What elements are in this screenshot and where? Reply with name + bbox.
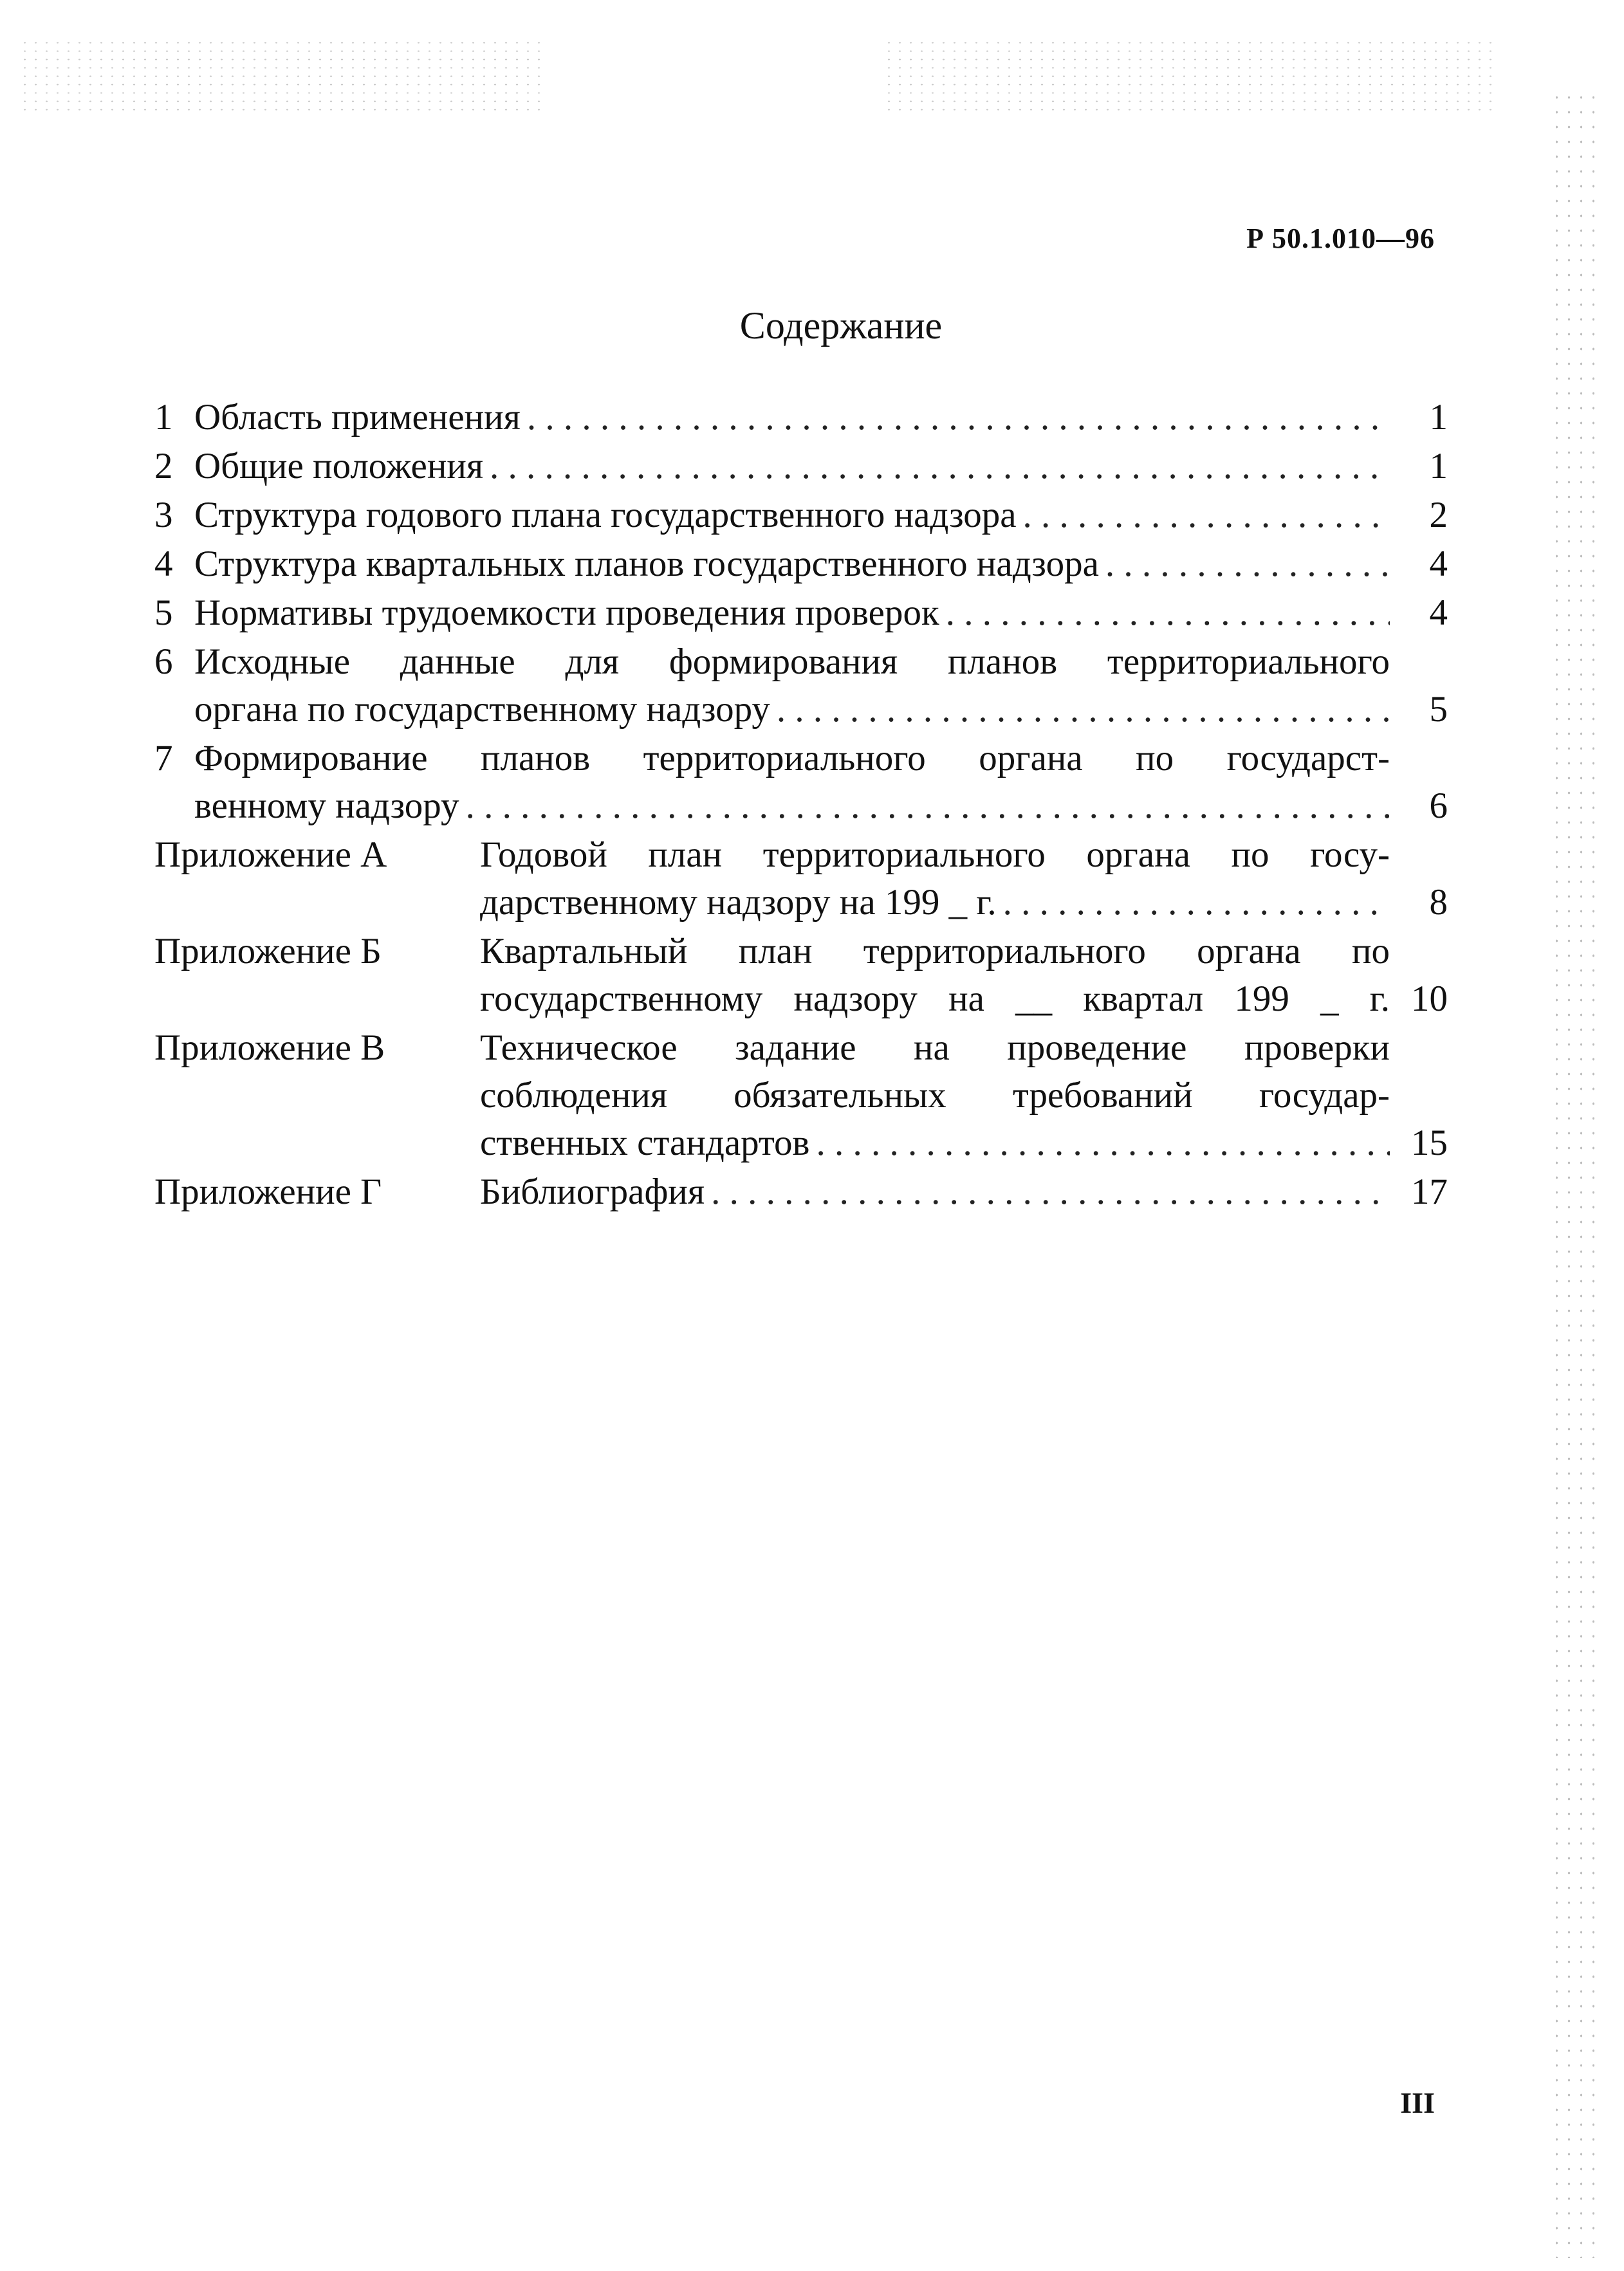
toc-entry-number: 5 <box>154 593 173 633</box>
toc-entry-appendix-b[interactable] <box>154 928 1448 1023</box>
toc-entry-text-line-1: Квартальный план территориального органа по <box>480 931 1390 971</box>
toc-entry-page: 4 <box>1429 544 1448 584</box>
toc-entry-page: 4 <box>1429 593 1448 633</box>
dot-leader <box>816 1119 1390 1167</box>
dot-leader <box>527 394 1390 441</box>
toc-entry-number: 7 <box>154 738 173 778</box>
toc-entry-page: 17 <box>1411 1172 1448 1212</box>
dot-leader <box>946 589 1390 637</box>
toc-entry-text-line-2: венному надзору <box>194 786 459 826</box>
toc-entry-text-line-2: соблюдения обязательных требований государ- <box>480 1075 1390 1116</box>
toc-title: Содержание <box>739 304 943 347</box>
dot-leader <box>490 443 1390 490</box>
toc-entry-text-line-2: органа по государственному надзору <box>194 689 770 730</box>
dot-leader <box>1023 492 1390 539</box>
toc-entry-body <box>194 735 1390 830</box>
toc-entry-body <box>480 1024 1390 1167</box>
toc-entry-number: 3 <box>154 495 173 535</box>
toc-entry-body <box>194 443 1390 490</box>
toc-entry-body <box>194 638 1390 733</box>
toc-entry-text: Общие положения <box>194 446 484 486</box>
toc-entry-body <box>194 492 1390 539</box>
toc-entry-section-2[interactable] <box>154 443 1448 490</box>
dot-leader <box>1105 540 1390 588</box>
toc-entry-page: 10 <box>1411 979 1448 1019</box>
toc-entry-text-line-1: Техническое задание на проведение проверки <box>480 1027 1390 1068</box>
dot-leader <box>711 1168 1390 1216</box>
toc-entry-body <box>194 540 1390 588</box>
appendix-label: Приложение Б <box>154 931 382 971</box>
toc-entry-text: Структура квартальных планов государственного надзора <box>194 544 1099 584</box>
toc-entry-section-4[interactable] <box>154 540 1448 588</box>
toc-entry-section-7[interactable] <box>154 735 1448 830</box>
appendix-label: Приложение Г <box>154 1172 382 1212</box>
toc-entry-text: Библиография <box>480 1172 705 1212</box>
dot-leader <box>466 782 1390 830</box>
toc-entry-section-1[interactable] <box>154 394 1448 441</box>
toc-entry-text-line-1: Исходные данные для формирования планов территориального <box>194 641 1390 682</box>
toc-entry-text-line-1: Годовой план территориального органа по госу- <box>480 834 1390 875</box>
appendix-label: Приложение В <box>154 1027 385 1068</box>
toc-entry-number: 4 <box>154 544 173 584</box>
toc-entry-section-6[interactable] <box>154 638 1448 733</box>
toc-entry-text-line-3: ственных стандартов <box>480 1123 810 1163</box>
toc-entry-appendix-a[interactable] <box>154 831 1448 926</box>
page-number: III <box>1400 2086 1435 2119</box>
toc-entry-text-line-2: государственному надзору на __ квартал 199 _ г. <box>480 979 1390 1019</box>
toc-entry-page: 2 <box>1429 495 1448 535</box>
toc-entry-text: Область применения <box>194 397 521 437</box>
toc-entry-appendix-v[interactable] <box>154 1024 1448 1167</box>
toc-entry-section-3[interactable] <box>154 492 1448 539</box>
toc-entry-body <box>480 1168 1390 1216</box>
toc-entry-text-line-1: Формирование планов территориального органа по государст- <box>194 738 1390 778</box>
toc-entry-number: 1 <box>154 397 173 437</box>
toc-entry-page: 5 <box>1429 689 1448 730</box>
toc-entry-page: 1 <box>1429 397 1448 437</box>
toc-entry-body <box>480 831 1390 926</box>
toc-entry-appendix-g[interactable] <box>154 1168 1448 1216</box>
dot-leader <box>1003 879 1390 926</box>
document-code: Р 50.1.010—96 <box>1246 223 1435 254</box>
toc-entry-number: 2 <box>154 446 173 486</box>
table-of-contents <box>154 394 1448 1217</box>
scan-noise-right-edge <box>1551 90 1602 2258</box>
toc-entry-body <box>194 394 1390 441</box>
toc-entry-page: 15 <box>1411 1123 1448 1163</box>
toc-entry-page: 8 <box>1429 882 1448 923</box>
appendix-label: Приложение А <box>154 834 387 875</box>
toc-entry-page: 1 <box>1429 446 1448 486</box>
toc-entry-section-5[interactable] <box>154 589 1448 637</box>
dot-leader <box>777 686 1390 733</box>
toc-entry-text-line-2: дарственному надзору на 199 _ г. <box>480 882 997 923</box>
scan-noise-gap <box>547 39 881 116</box>
toc-entry-body <box>194 589 1390 637</box>
toc-entry-page: 6 <box>1429 786 1448 826</box>
toc-entry-body <box>480 928 1390 1023</box>
toc-entry-number: 6 <box>154 641 173 682</box>
toc-entry-text: Структура годового плана государственного надзора <box>194 495 1017 535</box>
toc-entry-text: Нормативы трудоемкости проведения проверок <box>194 593 939 633</box>
